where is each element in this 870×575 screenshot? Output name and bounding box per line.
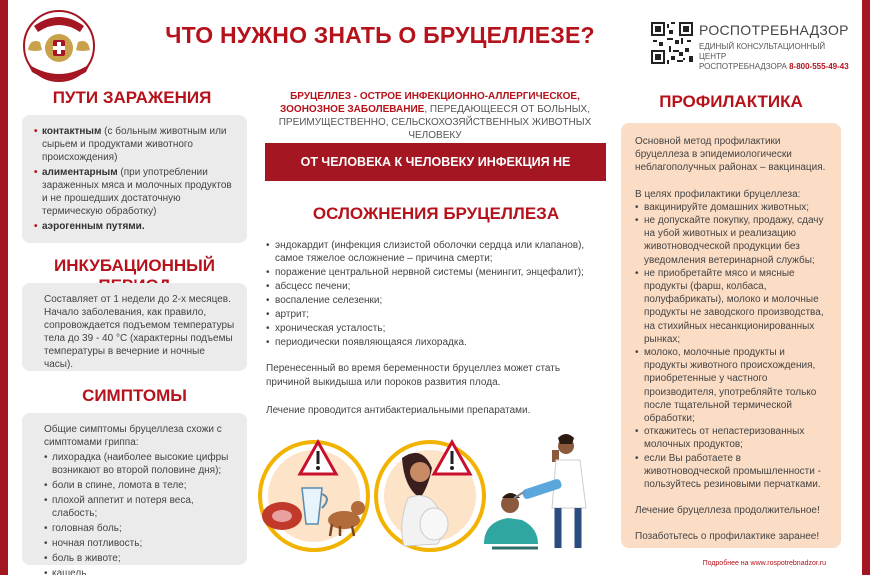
route-description: (с больным животным или сырьем и продуктами животного происхождения) <box>42 126 227 163</box>
symptoms-list <box>44 451 235 575</box>
complication-item: • хроническая усталость; <box>266 322 606 335</box>
route-item <box>34 166 235 218</box>
symptom-item: • боли в спине, ломота в теле; <box>44 479 235 492</box>
route-type: контактным <box>42 126 102 137</box>
prevention-item: • вакцинируйте домашних животных; <box>635 201 827 214</box>
complication-item: • воспаление селезенки; <box>266 294 606 307</box>
agency-name: РОСПОТРЕБНАДЗОР <box>699 22 849 38</box>
definition-highlight: БРУЦЕЛЛЕЗ - ОСТРОЕ ИНФЕКЦИОННО-АЛЛЕРГИЧЕСКОЕ, ЗООНОЗНОЕ ЗАБОЛЕВАНИЕ <box>280 91 580 115</box>
prevention-closing: Позаботьтесь о профилактике заранее! <box>635 531 820 543</box>
footer-website-link[interactable]: Подробнее на www.rospotrebnadzor.ru <box>702 560 826 567</box>
left-border <box>0 0 8 575</box>
route-type: аэрогенным путями. <box>42 221 145 232</box>
symptoms-intro: Общие симптомы бруцеллеза схожи с симптомами гриппа: <box>44 424 222 448</box>
right-border <box>862 0 870 575</box>
symptom-item: • лихорадка (наиболее высокие цифры возникают во второй половине дня); <box>44 451 235 477</box>
incubation-heading: ИНКУБАЦИОННЫЙ <box>54 256 215 275</box>
symptoms-heading: СИМПТОМЫ <box>82 386 187 405</box>
prevention-item: • откажитесь от непастеризованных молочных продуктов; <box>635 425 827 451</box>
complications-heading: ОСЛОЖНЕНИЯ БРУЦЕЛЛЕЗА <box>312 204 560 223</box>
pregnancy-warning-illustration <box>376 442 484 550</box>
prevention-intro: Основной метод профилактики бруцеллеза в эпидемиологически неблагополучных районах – вакцинация. <box>635 136 826 174</box>
food-warning-illustration <box>260 442 368 550</box>
agency-block <box>699 22 849 72</box>
agency-center-label: ЕДИНЫЙ КОНСУЛЬТАЦИОННЫЙ ЦЕНТР <box>699 42 826 61</box>
symptoms-box <box>22 413 247 575</box>
symptom-item: • ночная потливость; <box>44 537 235 550</box>
prevention-item: • не допускайте покупку, продажу, сдачу на убой животных и реализацию животноводческой продукции без уведомления ветеринарной службы; <box>635 214 827 267</box>
route-item <box>34 220 235 233</box>
no-transmission-banner: ОТ ЧЕЛОВЕКА К ЧЕЛОВЕКУ ИНФЕКЦИЯ НЕ ПЕРЕДАЁТСЯ <box>265 143 606 181</box>
agency-contact <box>699 42 849 72</box>
incubation-text: Составляет от 1 недели до 2-х месяцев. Начало заболевания, как правило, сопровождается подъемом температуры тела до 39 - 40 °С (характерны подъемы температуры в вечерние и ночные часы). <box>44 294 235 370</box>
pregnancy-note: Перенесенный во время беременности бруцеллез может стать причиной выкидыша или пороков развития плода. <box>266 363 561 388</box>
symptom-item: • головная боль; <box>44 522 235 535</box>
agency-center-label-2: РОСПОТРЕБНАДЗОРА <box>699 62 787 71</box>
definition-text <box>266 90 604 142</box>
complications-list <box>266 239 606 350</box>
vaccination-illustration <box>484 434 586 548</box>
prevention-duration-note: Лечение бруцеллеза продолжительное! <box>635 505 820 517</box>
complication-item: • абсцесс печени; <box>266 280 606 293</box>
prevention-list <box>635 201 827 491</box>
complication-item: • поражение центральной нервной системы (менингит, энцефалит); <box>266 266 606 279</box>
definition-rest: , ПЕРЕДАЮЩЕЕСЯ ОТ БОЛЬНЫХ, ПРЕИМУЩЕСТВЕННО, СЕЛЬСКОХОЗЯЙСТВЕННЫХ ЖИВОТНЫХ ЧЕЛОВЕКУ <box>278 104 592 141</box>
treatment-note: Лечение проводится антибактериальными препаратами. <box>266 405 531 416</box>
symptom-item: • плохой аппетит и потеря веса, слабость; <box>44 494 235 520</box>
prevention-item: • если Вы работаете в животноводческой промышленности - пользуйтесь резиновыми перчатками. <box>635 452 827 492</box>
routes-list <box>34 125 235 233</box>
routes-box <box>22 115 247 243</box>
prevention-heading: ПРОФИЛАКТИКА <box>659 92 803 111</box>
prevention-item: • не приобретайте мясо и мясные продукты (фарш, колбаса, полуфабрикаты), молоко и молочные продукты не заводского производства, на стихийных несанкционированных рынках; <box>635 267 827 346</box>
incubation-box <box>22 283 247 371</box>
complication-item: • артрит; <box>266 308 606 321</box>
page-title: ЧТО НУЖНО ЗНАТЬ О БРУЦЕЛЛЕЗЕ? <box>165 22 595 48</box>
illustrations-panel <box>252 428 604 558</box>
rospotrebnadzor-emblem-logo <box>20 6 98 84</box>
hotline-phone[interactable]: 8-800-555-49-43 <box>789 62 849 71</box>
prevention-lead: В целях профилактики бруцеллеза: <box>635 188 801 200</box>
route-type: алиментарным <box>42 167 118 178</box>
routes-heading: ПУТИ ЗАРАЖЕНИЯ <box>52 88 212 107</box>
symptom-item: • кашель. <box>44 567 235 575</box>
qr-code-icon[interactable] <box>651 22 693 64</box>
prevention-item: • молоко, молочные продукты и продукты животного происхождения, приобретенные у частного производителя, употребляйте только после тщательной термической обработки; <box>635 346 827 425</box>
symptom-item: • боль в животе; <box>44 552 235 565</box>
route-item <box>34 125 235 164</box>
complication-item: • эндокардит (инфекция слизистой оболочки сердца или клапанов), самое тяжелое осложнение – причина смерти; <box>266 239 606 266</box>
route-description: (при употреблении зараженных мяса и молочных продуктов и не прошедших достаточную термическую обработку) <box>42 167 232 217</box>
prevention-box <box>621 123 841 548</box>
complication-item: • периодически появляющаяся лихорадка. <box>266 336 606 349</box>
